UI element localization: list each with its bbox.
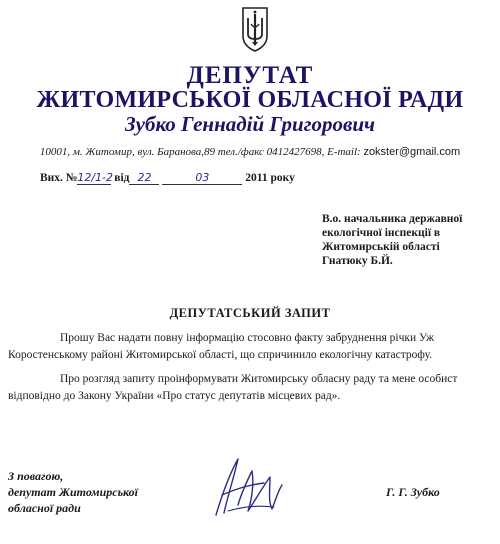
trident-emblem-icon: [240, 6, 270, 52]
closing-line: З повагою,: [8, 469, 64, 483]
paragraph-1: [8, 330, 498, 364]
request-heading: ДЕПУТАТСЬКИЙ ЗАПИТ: [169, 306, 331, 320]
signer-name: Г. Г. Зубко: [386, 485, 440, 499]
recipient-line: Житомирській області: [322, 241, 440, 253]
closing-line: депутат Житомирської: [8, 485, 139, 499]
paragraph-line: Прошу Вас надати повну інформацію стосовно факту забруднення річки Уж: [60, 332, 435, 344]
recipient-block: [322, 212, 497, 268]
recipient-line: В.о. начальника державної: [322, 213, 463, 225]
deputy-name: Зубко Геннадій Григорович: [124, 112, 376, 136]
outgoing-month: 03: [162, 172, 242, 185]
paragraph-line: Про розгляд запиту проінформувати Житомирську обласну раду та мене особист: [60, 373, 458, 385]
outgoing-day: 22: [129, 172, 159, 185]
paragraph-line: відповідно до Закону України «Про статус депутатів місцевих рад».: [8, 390, 341, 402]
document-title-council: ЖИТОМИРСЬКОЇ ОБЛАСНОЇ РАДИ: [36, 87, 464, 113]
address-text: 10001, м. Житомир, вул. Баранова,89 тел./факс 0412427698, E-mail:: [39, 146, 364, 158]
from-label: від: [114, 172, 130, 184]
closing-line: обласної ради: [8, 501, 81, 515]
email-text: zokster@gmail.com: [363, 146, 461, 158]
recipient-line: екологічної інспекції в: [322, 227, 441, 239]
outgoing-prefix: Вих. №: [40, 172, 78, 184]
paragraph-line: Коростенському районі Житомирської області, що спричинило екологічну катастрофу.: [8, 349, 433, 361]
contact-address: [0, 146, 500, 158]
handwritten-signature: [208, 455, 286, 523]
outgoing-year: 2011 року: [245, 172, 295, 184]
document-title-deputy: ДЕПУТАТ: [186, 62, 314, 89]
paragraph-2: [8, 371, 498, 405]
outgoing-number: 12/1-2: [77, 171, 114, 184]
outgoing-number-line: [40, 172, 295, 185]
closing-block: [8, 468, 138, 516]
recipient-line: Гнатюку Б.Й.: [322, 255, 393, 267]
